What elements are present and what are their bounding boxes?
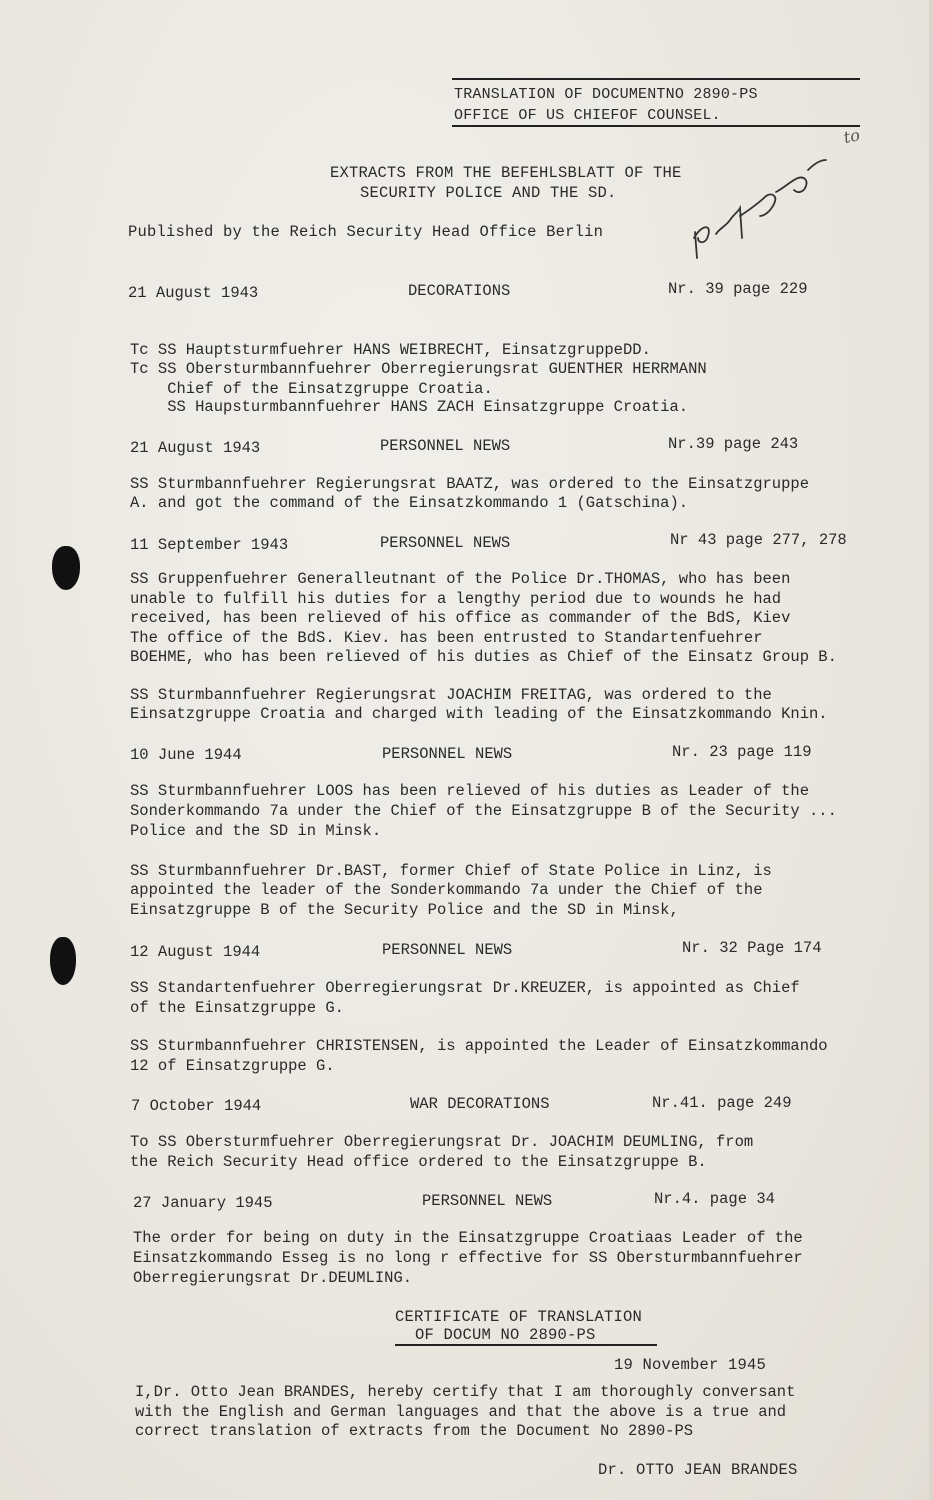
paragraph-line: Sonderkommando 7a under the Chief of the Einsatzgruppe B of the Security ... xyxy=(130,802,837,820)
header-rule-top xyxy=(452,78,860,80)
title-line-1: EXTRACTS FROM THE BEFEHLSBLATT OF THE xyxy=(330,164,682,182)
handwritten-initials xyxy=(680,120,880,260)
paragraph-line: of the Einsatzgruppe G. xyxy=(130,999,344,1017)
published-by: Published by the Reich Security Head Office Berlin xyxy=(128,223,604,241)
punch-hole xyxy=(50,937,76,985)
header-line-2: OFFICE OF US CHIEFOF COUNSEL. xyxy=(454,107,721,124)
section-date: 12 August 1944 xyxy=(130,943,261,961)
paragraph-line: appointed the leader of the Sonderkommando 7a under the Chief of the xyxy=(130,881,763,899)
translator-signature: Dr. OTTO JEAN BRANDES xyxy=(598,1461,798,1479)
section-date: 7 October 1944 xyxy=(131,1097,262,1115)
certificate-body-line: with the English and German languages and that the above is a true and xyxy=(135,1403,787,1421)
paragraph-line: Police and the SD in Minsk. xyxy=(130,822,382,840)
certificate-body-line: I,Dr. Otto Jean BRANDES, hereby certify that I am thoroughly conversant xyxy=(135,1383,796,1401)
section-ref: Nr.4. page 34 xyxy=(654,1190,775,1208)
paragraph-line: To SS Obersturmfuehrer Oberregierungsrat Dr. JOACHIM DEUMLING, from xyxy=(130,1133,754,1151)
paragraph-line: Tc SS Hauptsturmfuehrer HANS WEIBRECHT, EinsatzgruppeDD. xyxy=(130,341,651,359)
section-heading: WAR DECORATIONS xyxy=(410,1095,550,1113)
paragraph-line: unable to fulfill his duties for a lengthy period due to wounds he had xyxy=(130,590,782,608)
paragraph-line: SS Haupsturmbannfuehrer HANS ZACH Einsatzgruppe Croatia. xyxy=(130,398,689,416)
section-heading: PERSONNEL NEWS xyxy=(382,745,513,763)
section-date: 21 August 1943 xyxy=(128,284,259,302)
paragraph-line: SS Sturmbannfuehrer Dr.BAST, former Chief of State Police in Linz, is xyxy=(130,862,772,880)
title-line-2: SECURITY POLICE AND THE SD. xyxy=(360,184,617,202)
section-date: 27 January 1945 xyxy=(133,1194,273,1212)
section-ref: Nr. 32 Page 174 xyxy=(682,939,822,957)
certificate-underline xyxy=(395,1344,657,1346)
section-date: 21 August 1943 xyxy=(130,439,261,457)
section-heading: PERSONNEL NEWS xyxy=(382,941,513,959)
certificate-title: CERTIFICATE OF TRANSLATION xyxy=(395,1308,643,1326)
certificate-date: 19 November 1945 xyxy=(614,1356,767,1374)
punch-hole xyxy=(52,546,80,590)
section-heading: PERSONNEL NEWS xyxy=(380,534,511,552)
page-edge xyxy=(929,0,933,1500)
paragraph-line: BOEHME, who has been relieved of his duties as Chief of the Einsatz Group B. xyxy=(130,648,837,666)
paragraph-line: Tc SS Obersturmbannfuehrer Oberregierungsrat GUENTHER HERRMANN xyxy=(130,360,707,378)
paragraph-line: the Reich Security Head office ordered to the Einsatzgruppe B. xyxy=(130,1153,707,1171)
section-heading: PERSONNEL NEWS xyxy=(380,437,511,455)
section-ref: Nr. 39 page 229 xyxy=(668,280,808,298)
section-ref: Nr. 23 page 119 xyxy=(672,743,812,761)
paragraph-line: SS Gruppenfuehrer Generalleutnant of the Police Dr.THOMAS, who has been xyxy=(130,570,791,588)
certificate-body-line: correct translation of extracts from the Document No 2890-PS xyxy=(135,1422,694,1440)
section-ref: Nr.39 page 243 xyxy=(668,435,799,453)
certificate-subtitle: OF DOCUM NO 2890-PS xyxy=(415,1326,596,1344)
section-ref: Nr 43 page 277, 278 xyxy=(670,531,847,549)
section-date: 10 June 1944 xyxy=(130,746,242,764)
paragraph-line: Einsatzgruppe B of the Security Police and the SD in Minsk, xyxy=(130,901,679,919)
paragraph-line: Chief of the Einsatzgruppe Croatia. xyxy=(130,380,493,398)
paragraph-line: SS Sturmbannfuehrer Regierungsrat BAATZ, was ordered to the Einsatzgruppe xyxy=(130,475,810,493)
section-heading: DECORATIONS xyxy=(408,282,511,300)
paragraph-line: Einsatzgruppe Croatia and charged with leading of the Einsatzkommando Knin. xyxy=(130,705,828,723)
section-date: 11 September 1943 xyxy=(130,536,289,554)
paragraph-line: 12 of Einsatzgruppe G. xyxy=(130,1057,335,1075)
paragraph-line: SS Standartenfuehrer Oberregierungsrat Dr.KREUZER, is appointed as Chief xyxy=(130,979,800,997)
paragraph-line: SS Sturmbannfuehrer LOOS has been relieved of his duties as Leader of the xyxy=(130,782,810,800)
paragraph-line: Einsatzkommando Esseg is no long r effective for SS Obersturmbannfuehrer xyxy=(133,1249,803,1267)
section-ref: Nr.41. page 249 xyxy=(652,1094,792,1112)
paragraph-line: received, has been relieved of his office as commander of the BdS, Kiev xyxy=(130,609,791,627)
paragraph-line: SS Sturmbannfuehrer Regierungsrat JOACHIM FREITAG, was ordered to the xyxy=(130,686,772,704)
handwritten-note: to xyxy=(841,125,862,148)
paragraph-line: The order for being on duty in the Einsatzgruppe Croatiaas Leader of the xyxy=(133,1229,803,1247)
paragraph-line: A. and got the command of the Einsatzkommando 1 (Gatschina). xyxy=(130,494,689,512)
paragraph-line: The office of the BdS. Kiev. has been entrusted to Standartenfuehrer xyxy=(130,629,763,647)
paragraph-line: Oberregierungsrat Dr.DEUMLING. xyxy=(133,1269,413,1287)
header-line-1: TRANSLATION OF DOCUMENTNO 2890-PS xyxy=(454,86,758,103)
paragraph-line: SS Sturmbannfuehrer CHRISTENSEN, is appointed the Leader of Einsatzkommando xyxy=(130,1037,828,1055)
section-heading: PERSONNEL NEWS xyxy=(422,1192,553,1210)
